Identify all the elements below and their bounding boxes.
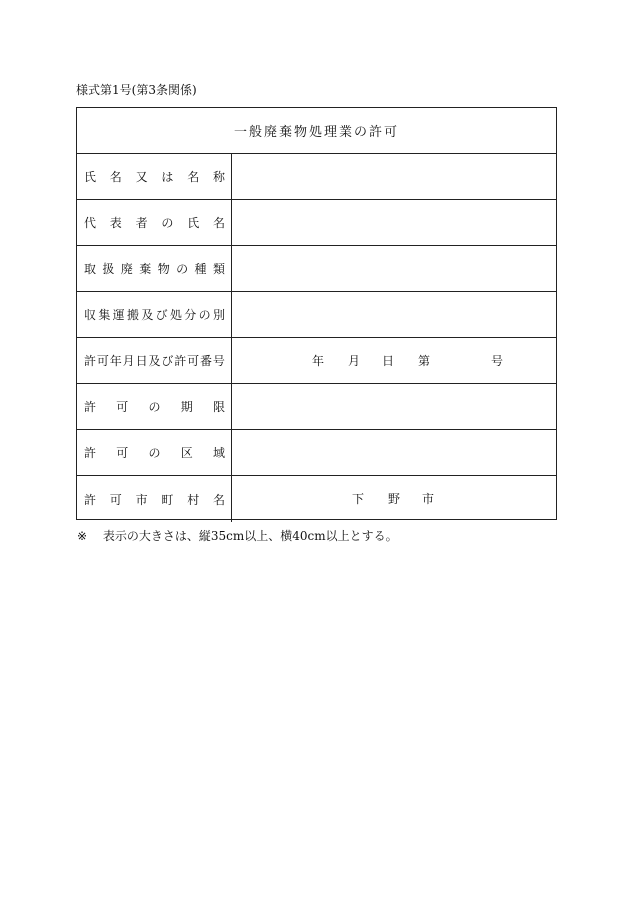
row-collection-disposal — [77, 292, 556, 338]
label-char: 名 — [187, 170, 200, 184]
label-char: 番 — [200, 354, 213, 368]
row-value-empty — [232, 154, 556, 199]
label-char: 許 — [174, 354, 187, 368]
label-char: は — [161, 170, 174, 184]
footnote — [77, 528, 398, 544]
label-char: 許 — [84, 446, 97, 460]
label-char: 名 — [212, 216, 225, 230]
label-char: 表 — [109, 216, 122, 230]
row-value-empty — [232, 200, 556, 245]
label-char: 月 — [122, 354, 135, 368]
label-char: 分 — [184, 308, 197, 322]
label-char: 市 — [135, 492, 148, 507]
label-char: 許 — [84, 400, 97, 414]
label-char: 称 — [212, 170, 225, 184]
row-municipality — [77, 476, 556, 522]
label-char: 及 — [141, 308, 154, 322]
city-char-3: 市 — [422, 492, 435, 506]
reference-mark: ※ — [77, 529, 88, 543]
row-permit-date-number — [77, 338, 556, 384]
label-char: 可 — [187, 354, 200, 368]
table-title: 一般廃棄物処理業の許可 — [77, 108, 556, 154]
label-char: 物 — [157, 262, 170, 276]
label-char: 廃 — [120, 262, 133, 276]
label-char: 別 — [212, 308, 225, 322]
label-char: 期 — [180, 400, 193, 414]
label-char: 許 — [84, 492, 97, 507]
label-char: 種 — [194, 262, 207, 276]
day-label: 日 — [382, 354, 395, 368]
city-char-1: 下 — [352, 492, 365, 506]
row-label — [77, 338, 232, 383]
label-char: 名 — [109, 170, 122, 184]
label-char: の — [198, 308, 211, 322]
label-char: 氏 — [84, 170, 97, 184]
month-label: 月 — [348, 354, 361, 368]
row-label — [77, 292, 232, 337]
permit-date-number-value — [232, 338, 556, 383]
label-char: 可 — [109, 492, 122, 507]
label-char: の — [148, 446, 161, 460]
footnote-text: 表示の大きさは、縦35cm以上、横40cm以上とする。 — [102, 529, 398, 543]
label-char: 搬 — [126, 308, 139, 322]
label-char: 棄 — [139, 262, 152, 276]
label-char: 域 — [212, 446, 225, 460]
row-value-empty — [232, 246, 556, 291]
label-char: 日 — [135, 354, 148, 368]
row-label — [77, 200, 232, 245]
row-permit-area — [77, 430, 556, 476]
label-char: 運 — [112, 308, 125, 322]
label-char: 村 — [187, 492, 200, 507]
permit-table — [76, 107, 557, 520]
row-label — [77, 384, 232, 429]
label-char: 号 — [212, 354, 225, 368]
year-label: 年 — [312, 354, 325, 368]
label-char: 及 — [148, 354, 161, 368]
label-char: 扱 — [102, 262, 115, 276]
label-char: 集 — [98, 308, 111, 322]
row-label — [77, 246, 232, 291]
label-char: び — [161, 354, 174, 368]
city-char-2: 野 — [388, 492, 401, 506]
label-char: 者 — [135, 216, 148, 230]
label-char: の — [148, 400, 161, 414]
label-char: 区 — [180, 446, 193, 460]
row-label — [77, 476, 232, 522]
label-char: 町 — [161, 492, 174, 507]
number-prefix-label: 第 — [418, 354, 431, 368]
label-char: 可 — [96, 354, 109, 368]
row-value-empty — [232, 384, 556, 429]
row-label — [77, 430, 232, 475]
label-char: 年 — [109, 354, 122, 368]
label-char: び — [155, 308, 168, 322]
label-char: 許 — [84, 354, 97, 368]
label-char: の — [161, 216, 174, 230]
row-label — [77, 154, 232, 199]
municipality-value — [232, 476, 556, 522]
row-permit-expiry — [77, 384, 556, 430]
form-number-label: 様式第1号(第3条関係) — [76, 83, 197, 97]
label-char: 類 — [212, 262, 225, 276]
row-representative — [77, 200, 556, 246]
label-char: 代 — [84, 216, 97, 230]
row-waste-type — [77, 246, 556, 292]
label-char: 処 — [169, 308, 182, 322]
label-char: 名 — [212, 492, 225, 507]
row-value-empty — [232, 430, 556, 475]
label-char: 可 — [116, 446, 129, 460]
number-suffix-label: 号 — [491, 354, 504, 368]
label-char: 取 — [84, 262, 97, 276]
label-char: の — [176, 262, 189, 276]
row-value-empty — [232, 292, 556, 337]
label-char: 収 — [84, 308, 97, 322]
label-char: 又 — [135, 170, 148, 184]
label-char: 氏 — [187, 216, 200, 230]
label-char: 可 — [116, 400, 129, 414]
row-name — [77, 154, 556, 200]
label-char: 限 — [212, 400, 225, 414]
